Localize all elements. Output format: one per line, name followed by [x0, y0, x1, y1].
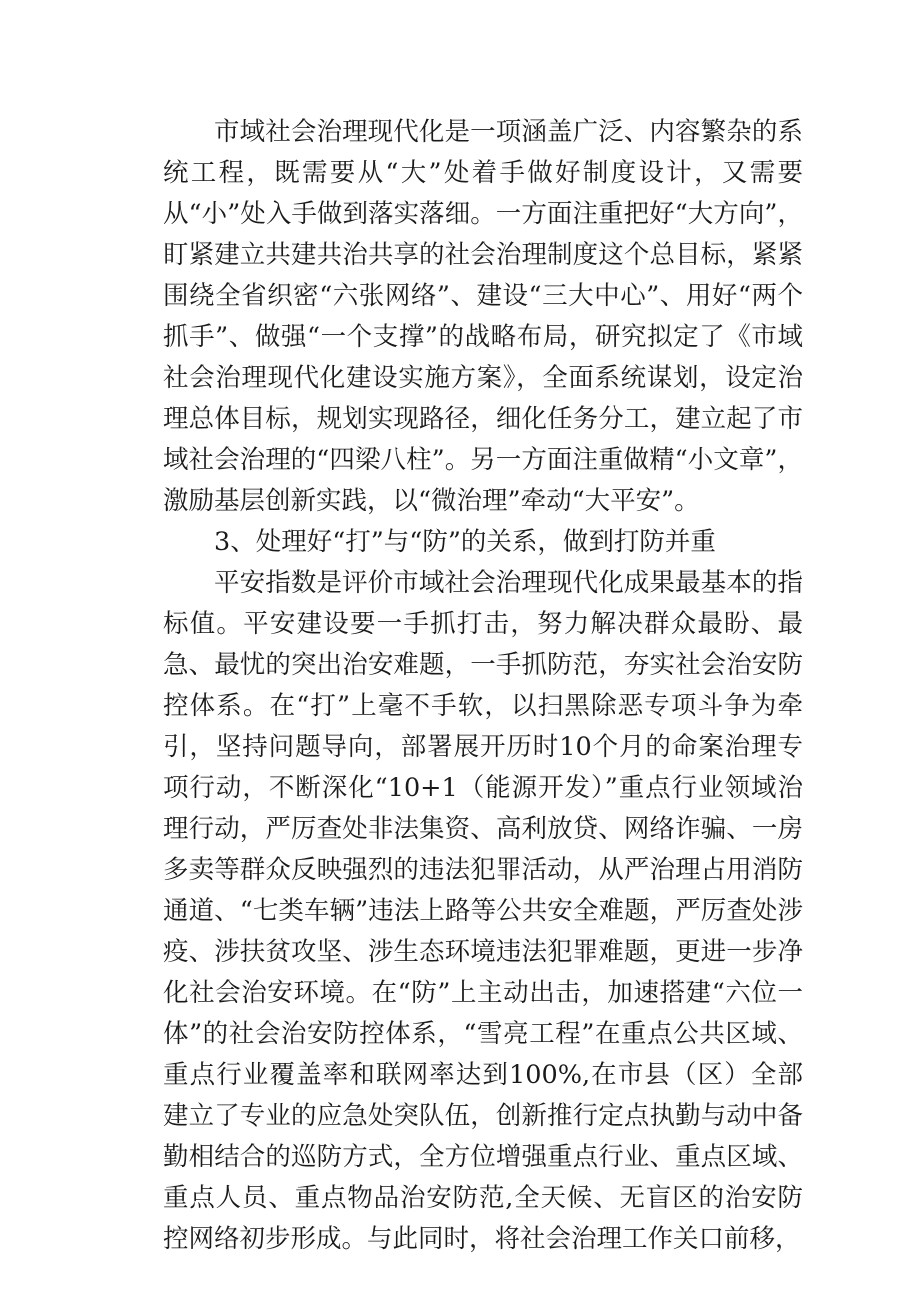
paragraph-governance-design: 市域社会治理现代化是一项涵盖广泛、内容繁杂的系统工程，既需要从“大”处着手做好制度设计，又需要从“小”处入手做到落实落细。一方面注重把好“大方向”，盯紧建立共建共治共享的社会治理制度这个总目标，紧紧围绕全省织密“六张网络”、建设“三大中心”、用好“两个抓手”、做强“一个支撑”的战略布局，研究拟定了《市域社会治理现代化建设实施方案》，全面系统谋划，设定治理总体目标，规划实现路径，细化任务分工，建立起了市域社会治理的“四梁八柱”。另一方面注重做精“小文章”，激励基层创新实践，以“微治理”牵动“大平安”。: [163, 117, 803, 516]
paragraph-safety-index: 平安指数是评价市域社会治理现代化成果最基本的指标值。平安建设要一手抓打击，努力解决群众最盼、最急、最忧的突出治安难题，一手抓防范，夯实社会治安防控体系。在“打”上毫不手软，以扫黑除恶专项斗争为牵引，坚持问题导向，部署展开历时10个月的命案治理专项行动，不断深化“10+1（能源开发）”重点行业领域治理行动，严厉查处非法集资、高利放贷、网络诈骗、一房多卖等群众反映强烈的违法犯罪活动，从严治理占用消防通道、“七类车辆”违法上路等公共安全难题，严厉查处涉疫、涉扶贫攻坚、涉生态环境违法犯罪难题，更进一步净化社会治安环境。在“防”上主动出击，加速搭建“六位一体”的社会治安防控体系，“雪亮工程”在重点公共区域、重点行业覆盖率和联网率达到100%,在市县（区）全部建立了专业的应急处突队伍，创新推行定点执勤与动中备勤相结合的巡防方式，全方位增强重点行业、重点区域、重点人员、重点物品治安防范,全天候、无盲区的治安防控网络初步形成。与此同时，将社会治理工作关口前移，: [163, 568, 803, 1254]
section-heading-strike-and-prevent: 3、处理好“打”与“防”的关系，做到打防并重: [214, 527, 716, 557]
document-body: [163, 112, 803, 1260]
